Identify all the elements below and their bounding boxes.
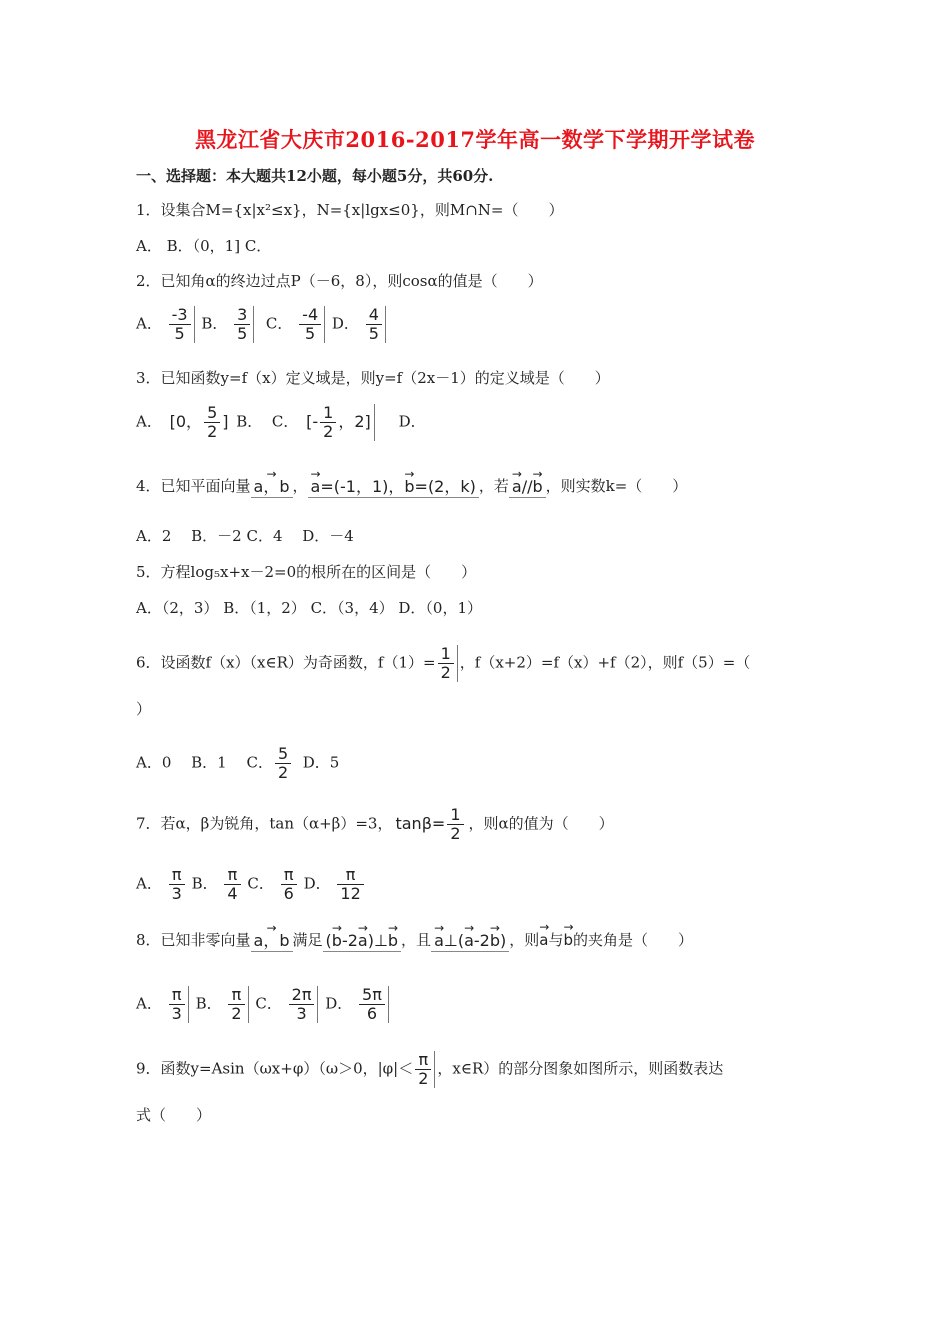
option-a-interval: [0， $\frac{5}{2}$ ] [169, 403, 229, 441]
option-b-fraction: $\frac{\pi}{4}$ [224, 866, 240, 903]
option-b-fraction: $\frac{3}{5}$ [234, 306, 254, 343]
question-5-stem: 5．方程log₅x+x－2=0的根所在的区间是（ ） [136, 563, 477, 581]
question-9-stem: 9．函数y=Asin（ωx+φ）（ω＞0，|φ|＜ $\frac{\pi}{2}$ ，x∈R）的部分图象如图所示，则函数表达 [136, 1050, 724, 1088]
question-4-options: A．2 B．－2 C．4 D．－4 [136, 527, 354, 545]
option-c-interval: [- $\frac{1}{2}$ ，2] [303, 404, 375, 441]
option-d-fraction: $\frac{4}{5}$ [366, 306, 386, 343]
question-6-stem: 6．设函数f（x）（x∈R）为奇函数，f（1）= $\frac{1}{2}$ ，f（x+2）=f（x）+f（2），则f（5）=（ [136, 644, 751, 682]
perpendicular-condition-1: (→ b-2→ a)⊥→ b [323, 931, 402, 952]
question-2-options: A． $\frac{-3}{5}$ B． $\frac{3}{5}$ C． $\frac{-4}{5}$ D． $\frac{4}{5}$ [136, 306, 388, 343]
question-1-options: A． B．（0，1] C． [136, 237, 272, 255]
page-title: 黑龙江省大庆市2016-2017学年高一数学下学期开学试卷 [194, 127, 756, 152]
option-d-fraction: $\frac{5\pi}{6}$ [359, 986, 389, 1023]
option-c-fraction: $\frac{-4}{5}$ [299, 306, 325, 343]
vector-a: → a [539, 930, 548, 950]
question-6-continuation: ） [136, 700, 152, 718]
vectors-a-b: → a，b [251, 477, 293, 498]
value-fraction: $\frac{1}{2}$ [438, 645, 458, 682]
question-1-stem: 1．设集合M={x|x²≤x}，N={x|lgx≤0}，则M∩N=（ ） [136, 201, 564, 219]
question-8-stem: 8．已知非零向量→ a，b 满足 (→ b-2→ a)⊥→ b ，且→ a⊥(→ a-2→ b) ，则→ a与→ b的夹角是（ ） [136, 930, 693, 952]
question-3-stem: 3．已知函数y=f（x）定义域是，则y=f（2x－1）的定义域是（ ） [136, 369, 610, 387]
tan-beta-condition: tanβ= $\frac{1}{2}$ [392, 806, 468, 843]
section-heading: 一、选择题：本大题共12小题，每小题5分，共60分. [136, 167, 494, 185]
question-5-options: A．（2，3） B．（1，2） C．（3，4） D．（0，1） [136, 599, 483, 617]
option-a-fraction: $\frac{\pi}{3}$ [169, 986, 189, 1023]
question-8-options: A． $\frac{\pi}{3}$ B． $\frac{\pi}{2}$ C． $\frac{2\pi}{3}$ D． $\frac{5\pi}{6}$ [136, 986, 391, 1023]
option-a-fraction: $\frac{-3}{5}$ [169, 306, 195, 343]
option-c-fraction: $\frac{\pi}{6}$ [281, 866, 297, 903]
parallel-condition: → a//→ b [509, 477, 546, 498]
question-3-options: A． [0， $\frac{5}{2}$ ] B． C． [- $\frac{1}{2}$ ，2] D． [136, 403, 426, 441]
vector-b: → b [563, 930, 573, 950]
vector-definitions: → a=(-1，1)，→ b=(2，k) [308, 477, 479, 498]
option-c-fraction: $\frac{2\pi}{3}$ [289, 986, 319, 1023]
question-6-options: A．0 B．1 C． $\frac{5}{2}$ D．5 [136, 744, 340, 782]
option-c-fraction: $\frac{5}{2}$ [275, 745, 291, 782]
question-4-stem: 4．已知平面向量→ a，b ，→ a=(-1，1)，→ b=(2，k) ，若→ a//→ b ，则实数k=（ ） [136, 476, 687, 498]
question-7-options: A． $\frac{\pi}{3}$ B． $\frac{\pi}{4}$ C． $\frac{\pi}{6}$ D． $\frac{\pi}{12}$ [136, 866, 366, 903]
option-b-fraction: $\frac{\pi}{2}$ [228, 986, 248, 1023]
vectors-a-b: → a，b [251, 931, 293, 952]
option-d-fraction: $\frac{\pi}{12}$ [337, 866, 363, 903]
phi-bound-fraction: $\frac{\pi}{2}$ [415, 1051, 435, 1088]
question-9-continuation: 式（ ） [136, 1106, 212, 1124]
option-a-fraction: $\frac{\pi}{3}$ [169, 866, 185, 903]
question-2-stem: 2．已知角α的终边过点P（－6，8），则cosα的值是（ ） [136, 272, 543, 290]
perpendicular-condition-2: → a⊥(→ a-2→ b) [431, 931, 509, 952]
question-7-stem: 7．若α，β为锐角，tan（α+β）=3， tanβ= $\frac{1}{2}$ ，则α的值为（ ） [136, 805, 614, 843]
